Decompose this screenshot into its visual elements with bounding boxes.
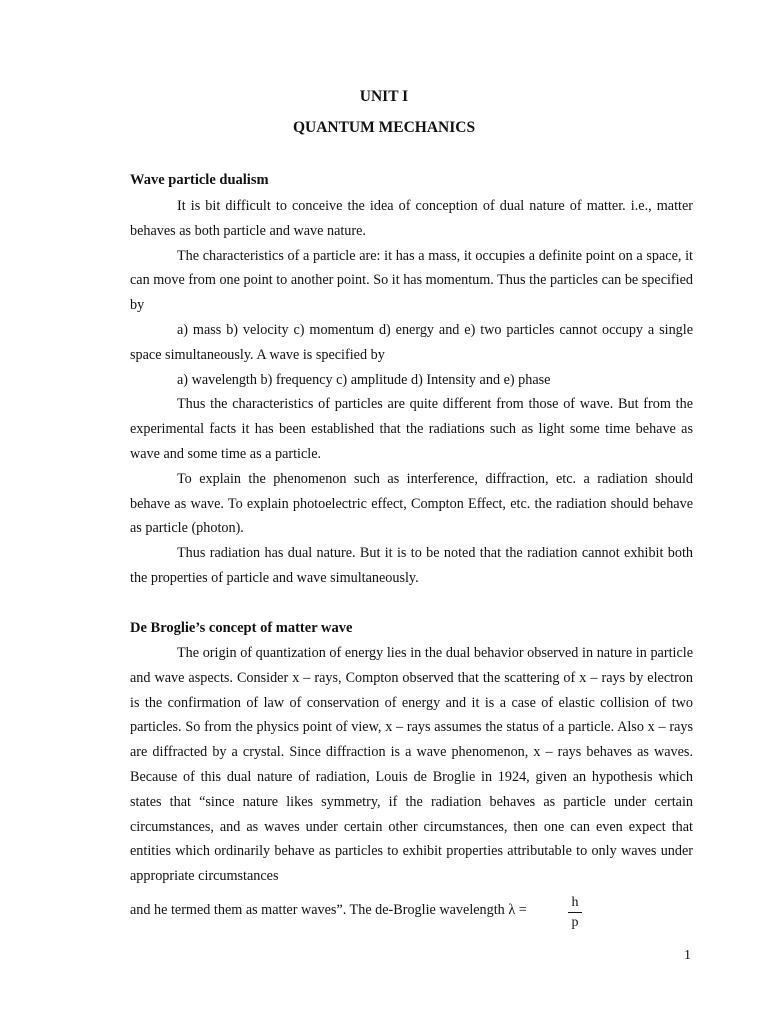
- paragraph: The characteristics of a particle are: it has a mass, it occupies a definite point on a space, it can move from one point to another point. So it has momentum. Thus the particles can be specified by: [130, 247, 693, 314]
- section-heading-wave-particle-dualism: Wave particle dualism: [130, 172, 269, 188]
- page-number: 1: [684, 948, 691, 963]
- fraction-bar: [568, 912, 582, 913]
- fraction-numerator: h: [571, 895, 579, 910]
- paragraph: Thus the characteristics of particles are quite different from those of wave. But from the experimental facts it has been established that the radiations such as light some time behave as wave and some time as a particle.: [130, 396, 693, 462]
- paragraph: a) mass b) velocity c) momentum d) energy and e) two particles cannot occupy a single space simultaneously. A wave is specified by: [130, 321, 693, 363]
- paragraph: It is bit difficult to conceive the idea of conception of dual nature of matter. i.e., matter behaves as both particle and wave nature.: [130, 198, 693, 239]
- paragraph: a) wavelength b) frequency c) amplitude d) Intensity and e) phase: [177, 371, 551, 388]
- unit-title: UNIT I: [359, 88, 409, 105]
- paragraph: The origin of quantization of energy lies in the dual behavior observed in nature in particle and wave aspects. Consider x – rays, Compton observed that the scattering of x – rays by electron is the confirmation of law of conservation of energy and it is a case of elastic collision of two particles. So from the physics point of view, x – rays assumes the status of a particle. Also x – rays are diffracted by a crystal. Since diffraction is a wave phenomenon, x – rays behaves as waves. Because of this dual nature of radiation, Louis de Broglie in 1924, given an hypothesis which states that “since nature likes symmetry, if the radiation behaves as particle under certain circumstances, and as waves under certain other circumstances, then one can even expect that entities which ordinarily behave as particles to exhibit properties attributable to only waves under appropriate circumstances: [130, 645, 693, 885]
- wavelength-fraction: [568, 895, 582, 931]
- section-body-de-broglie: [130, 641, 693, 889]
- fraction-denominator: p: [571, 915, 579, 930]
- paragraph: To explain the phenomenon such as interference, diffraction, etc. a radiation should behave as wave. To explain photoelectric effect, Compton Effect, etc. the radiation should behave as particle (photon).: [130, 470, 693, 537]
- paragraph: Thus radiation has dual nature. But it is to be noted that the radiation cannot exhibit both the properties of particle and wave simultaneously.: [130, 545, 693, 586]
- section-body-wave-particle-dualism: [130, 194, 693, 591]
- section-heading-de-broglie: De Broglie’s concept of matter wave: [130, 620, 353, 636]
- subject-title: QUANTUM MECHANICS: [292, 119, 476, 136]
- wavelength-formula-line: and he termed them as matter waves”. The de-Broglie wavelength λ =: [130, 902, 527, 918]
